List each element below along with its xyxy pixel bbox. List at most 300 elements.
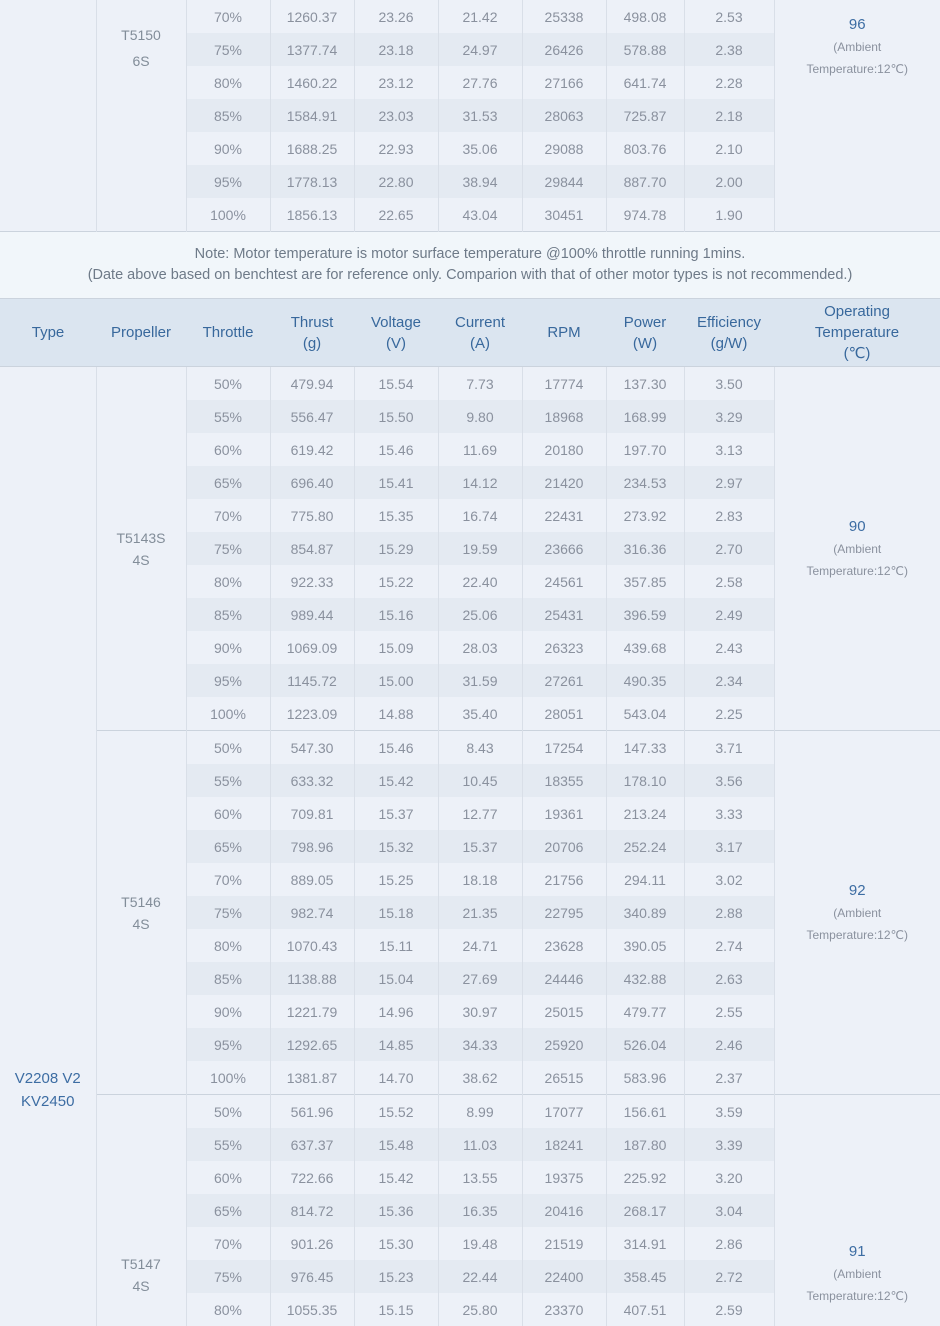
throttle-cell: 55%	[186, 1128, 270, 1161]
value-cell: 2.55	[684, 995, 774, 1028]
value-cell: 23.03	[354, 99, 438, 132]
value-cell: 2.28	[684, 66, 774, 99]
throttle-cell: 70%	[186, 499, 270, 532]
value-cell: 8.99	[438, 1095, 522, 1129]
throttle-cell: 80%	[186, 66, 270, 99]
throttle-cell: 50%	[186, 731, 270, 765]
temperature-note-line: (Ambient	[775, 36, 940, 58]
value-cell: 15.18	[354, 896, 438, 929]
column-header-current	[438, 299, 522, 367]
propeller-cell	[96, 1095, 186, 1326]
value-cell: 31.59	[438, 664, 522, 697]
value-cell: 15.22	[354, 565, 438, 598]
value-cell: 25.06	[438, 598, 522, 631]
value-cell: 976.45	[270, 1260, 354, 1293]
value-cell: 2.38	[684, 33, 774, 66]
value-cell: 21756	[522, 863, 606, 896]
value-cell: 2.97	[684, 466, 774, 499]
text-line: (g/W)	[684, 333, 774, 354]
value-cell: 390.05	[606, 929, 684, 962]
throttle-cell: 75%	[186, 33, 270, 66]
value-cell: 1460.22	[270, 66, 354, 99]
value-cell: 15.00	[354, 664, 438, 697]
value-cell: 11.03	[438, 1128, 522, 1161]
propeller-cell	[96, 0, 186, 232]
value-cell: 556.47	[270, 400, 354, 433]
value-cell: 1.90	[684, 198, 774, 232]
throttle-cell: 80%	[186, 1293, 270, 1326]
value-cell: 28051	[522, 697, 606, 731]
value-cell: 641.74	[606, 66, 684, 99]
value-cell: 2.34	[684, 664, 774, 697]
value-cell: 22.44	[438, 1260, 522, 1293]
value-cell: 38.62	[438, 1061, 522, 1095]
value-cell: 3.04	[684, 1194, 774, 1227]
value-cell: 35.40	[438, 697, 522, 731]
value-cell: 27.69	[438, 962, 522, 995]
value-cell: 14.70	[354, 1061, 438, 1095]
value-cell: 26426	[522, 33, 606, 66]
value-cell: 16.35	[438, 1194, 522, 1227]
column-header-voltage	[354, 299, 438, 367]
value-cell: 252.24	[606, 830, 684, 863]
value-cell: 28063	[522, 99, 606, 132]
value-cell: 814.72	[270, 1194, 354, 1227]
value-cell: 974.78	[606, 198, 684, 232]
text-line: Current	[438, 312, 522, 333]
value-cell: 2.49	[684, 598, 774, 631]
value-cell: 407.51	[606, 1293, 684, 1326]
value-cell: 21519	[522, 1227, 606, 1260]
value-cell: 24.71	[438, 929, 522, 962]
value-cell: 15.09	[354, 631, 438, 664]
text-line: (V)	[354, 333, 438, 354]
value-cell: 15.30	[354, 1227, 438, 1260]
value-cell: 17774	[522, 367, 606, 401]
value-cell: 15.11	[354, 929, 438, 962]
column-header-propeller	[96, 299, 186, 367]
value-cell: 15.42	[354, 764, 438, 797]
value-cell: 1055.35	[270, 1293, 354, 1326]
value-cell: 25.80	[438, 1293, 522, 1326]
temperature-note-line: (Ambient	[775, 1263, 940, 1285]
value-cell: 22.80	[354, 165, 438, 198]
text-line: Thrust	[270, 312, 354, 333]
text-line: 6S	[97, 48, 186, 74]
value-cell: 543.04	[606, 697, 684, 731]
throttle-cell: 80%	[186, 929, 270, 962]
value-cell: 17077	[522, 1095, 606, 1129]
throttle-cell: 85%	[186, 962, 270, 995]
value-cell: 15.54	[354, 367, 438, 401]
value-cell: 30.97	[438, 995, 522, 1028]
text-line: T5150	[97, 22, 186, 48]
value-cell: 15.37	[354, 797, 438, 830]
motor-type-label	[0, 367, 96, 1113]
value-cell: 15.16	[354, 598, 438, 631]
throttle-cell: 90%	[186, 132, 270, 165]
value-cell: 2.72	[684, 1260, 774, 1293]
note-section	[0, 232, 940, 299]
throttle-cell: 70%	[186, 1227, 270, 1260]
value-cell: 479.77	[606, 995, 684, 1028]
type-cell-empty	[0, 0, 96, 232]
operating-temperature-cell	[774, 367, 940, 731]
value-cell: 775.80	[270, 499, 354, 532]
text-line: T5143S	[97, 527, 186, 549]
operating-temperature-cell	[774, 731, 940, 1095]
column-header-thrust	[270, 299, 354, 367]
value-cell: 168.99	[606, 400, 684, 433]
throttle-cell: 70%	[186, 0, 270, 33]
value-cell: 547.30	[270, 731, 354, 765]
value-cell: 29088	[522, 132, 606, 165]
temperature-note-line: Temperature:12℃)	[775, 924, 940, 946]
value-cell: 19.59	[438, 532, 522, 565]
note-line-2: (Date above based on benchtest are for reference only. Comparion with that of other motor types is not recommended.)	[0, 265, 940, 286]
value-cell: 3.13	[684, 433, 774, 466]
value-cell: 31.53	[438, 99, 522, 132]
value-cell: 20180	[522, 433, 606, 466]
throttle-cell: 100%	[186, 198, 270, 232]
value-cell: 561.96	[270, 1095, 354, 1129]
value-cell: 2.74	[684, 929, 774, 962]
throttle-cell: 65%	[186, 1194, 270, 1227]
value-cell: 889.05	[270, 863, 354, 896]
throttle-cell: 100%	[186, 697, 270, 731]
value-cell: 314.91	[606, 1227, 684, 1260]
text-line: (g)	[270, 333, 354, 354]
value-cell: 21.35	[438, 896, 522, 929]
value-cell: 234.53	[606, 466, 684, 499]
value-cell: 15.15	[354, 1293, 438, 1326]
value-cell: 887.70	[606, 165, 684, 198]
throttle-cell: 75%	[186, 896, 270, 929]
value-cell: 35.06	[438, 132, 522, 165]
value-cell: 1223.09	[270, 697, 354, 731]
value-cell: 15.52	[354, 1095, 438, 1129]
value-cell: 34.33	[438, 1028, 522, 1061]
value-cell: 268.17	[606, 1194, 684, 1227]
note-row	[0, 232, 940, 299]
throttle-cell: 70%	[186, 863, 270, 896]
text-line: Voltage	[354, 312, 438, 333]
value-cell: 22.93	[354, 132, 438, 165]
text-line: 4S	[97, 913, 186, 935]
value-cell: 1070.43	[270, 929, 354, 962]
temperature-value: 90	[775, 516, 940, 538]
value-cell: 3.39	[684, 1128, 774, 1161]
throttle-cell: 50%	[186, 367, 270, 401]
value-cell: 13.55	[438, 1161, 522, 1194]
value-cell: 1260.37	[270, 0, 354, 33]
value-cell: 21420	[522, 466, 606, 499]
value-cell: 15.42	[354, 1161, 438, 1194]
throttle-cell: 60%	[186, 1161, 270, 1194]
operating-temperature-cell	[774, 0, 940, 232]
text-line: 4S	[97, 549, 186, 571]
value-cell: 14.12	[438, 466, 522, 499]
operating-temperature-cell	[774, 1095, 940, 1326]
value-cell: 637.37	[270, 1128, 354, 1161]
throttle-cell: 90%	[186, 631, 270, 664]
table-note	[0, 232, 940, 299]
value-cell: 15.46	[354, 433, 438, 466]
value-cell: 1688.25	[270, 132, 354, 165]
throttle-cell: 95%	[186, 165, 270, 198]
temperature-note-line: Temperature:12℃)	[775, 560, 940, 582]
value-cell: 989.44	[270, 598, 354, 631]
value-cell: 3.33	[684, 797, 774, 830]
value-cell: 43.04	[438, 198, 522, 232]
throttle-cell: 85%	[186, 598, 270, 631]
value-cell: 14.85	[354, 1028, 438, 1061]
throttle-cell: 60%	[186, 797, 270, 830]
temperature-value: 92	[775, 880, 940, 902]
throttle-cell: 100%	[186, 1061, 270, 1095]
value-cell: 3.17	[684, 830, 774, 863]
text-line: V2208 V2	[0, 1067, 96, 1090]
main-table-body	[0, 367, 940, 1326]
text-line: T5146	[97, 891, 186, 913]
value-cell: 156.61	[606, 1095, 684, 1129]
value-cell: 2.88	[684, 896, 774, 929]
value-cell: 3.71	[684, 731, 774, 765]
column-header-efficiency	[684, 299, 774, 367]
throttle-cell: 80%	[186, 565, 270, 598]
value-cell: 26323	[522, 631, 606, 664]
value-cell: 2.58	[684, 565, 774, 598]
value-cell: 578.88	[606, 33, 684, 66]
value-cell: 2.18	[684, 99, 774, 132]
value-cell: 15.41	[354, 466, 438, 499]
value-cell: 490.35	[606, 664, 684, 697]
value-cell: 1292.65	[270, 1028, 354, 1061]
throttle-cell: 75%	[186, 532, 270, 565]
throttle-cell: 60%	[186, 433, 270, 466]
value-cell: 3.02	[684, 863, 774, 896]
temperature-note-line: Temperature:12℃)	[775, 1285, 940, 1307]
value-cell: 11.69	[438, 433, 522, 466]
column-header-power	[606, 299, 684, 367]
value-cell: 19375	[522, 1161, 606, 1194]
value-cell: 1856.13	[270, 198, 354, 232]
value-cell: 21.42	[438, 0, 522, 33]
text-line: Efficiency	[684, 312, 774, 333]
value-cell: 1145.72	[270, 664, 354, 697]
throttle-cell: 65%	[186, 830, 270, 863]
value-cell: 2.70	[684, 532, 774, 565]
value-cell: 15.04	[354, 962, 438, 995]
value-cell: 15.48	[354, 1128, 438, 1161]
propeller-cell	[96, 367, 186, 731]
value-cell: 213.24	[606, 797, 684, 830]
value-cell: 273.92	[606, 499, 684, 532]
throttle-cell: 55%	[186, 400, 270, 433]
value-cell: 854.87	[270, 532, 354, 565]
value-cell: 16.74	[438, 499, 522, 532]
value-cell: 432.88	[606, 962, 684, 995]
value-cell: 24.97	[438, 33, 522, 66]
table-header-row	[0, 299, 940, 367]
value-cell: 23370	[522, 1293, 606, 1326]
value-cell: 147.33	[606, 731, 684, 765]
value-cell: 901.26	[270, 1227, 354, 1260]
value-cell: 23666	[522, 532, 606, 565]
value-cell: 22795	[522, 896, 606, 929]
throttle-cell: 50%	[186, 1095, 270, 1129]
throttle-cell: 65%	[186, 466, 270, 499]
value-cell: 982.74	[270, 896, 354, 929]
value-cell: 1778.13	[270, 165, 354, 198]
value-cell: 15.32	[354, 830, 438, 863]
value-cell: 709.81	[270, 797, 354, 830]
throttle-cell: 55%	[186, 764, 270, 797]
value-cell: 1221.79	[270, 995, 354, 1028]
value-cell: 696.40	[270, 466, 354, 499]
throttle-cell: 90%	[186, 995, 270, 1028]
value-cell: 22400	[522, 1260, 606, 1293]
value-cell: 20706	[522, 830, 606, 863]
text-line: (A)	[438, 333, 522, 354]
throttle-cell: 75%	[186, 1260, 270, 1293]
value-cell: 725.87	[606, 99, 684, 132]
note-line-1: Note: Motor temperature is motor surface temperature @100% throttle running 1mins.	[0, 244, 940, 265]
text-line: KV2450	[0, 1090, 96, 1113]
value-cell: 20416	[522, 1194, 606, 1227]
value-cell: 23.12	[354, 66, 438, 99]
value-cell: 3.56	[684, 764, 774, 797]
value-cell: 38.94	[438, 165, 522, 198]
value-cell: 340.89	[606, 896, 684, 929]
value-cell: 1377.74	[270, 33, 354, 66]
value-cell: 27.76	[438, 66, 522, 99]
value-cell: 15.37	[438, 830, 522, 863]
value-cell: 15.50	[354, 400, 438, 433]
value-cell: 178.10	[606, 764, 684, 797]
temperature-note-line: Temperature:12℃)	[775, 58, 940, 80]
value-cell: 22431	[522, 499, 606, 532]
table-row	[0, 1095, 940, 1129]
value-cell: 12.77	[438, 797, 522, 830]
value-cell: 23.26	[354, 0, 438, 33]
value-cell: 798.96	[270, 830, 354, 863]
value-cell: 498.08	[606, 0, 684, 33]
value-cell: 187.80	[606, 1128, 684, 1161]
text-line: Power	[606, 312, 684, 333]
value-cell: 25920	[522, 1028, 606, 1061]
text-line: 4S	[97, 1275, 186, 1297]
column-header-throttle	[186, 299, 270, 367]
value-cell: 526.04	[606, 1028, 684, 1061]
value-cell: 294.11	[606, 863, 684, 896]
value-cell: 439.68	[606, 631, 684, 664]
value-cell: 1069.09	[270, 631, 354, 664]
value-cell: 23.18	[354, 33, 438, 66]
value-cell: 29844	[522, 165, 606, 198]
value-cell: 18.18	[438, 863, 522, 896]
value-cell: 2.00	[684, 165, 774, 198]
value-cell: 17254	[522, 731, 606, 765]
value-cell: 137.30	[606, 367, 684, 401]
value-cell: 27166	[522, 66, 606, 99]
value-cell: 7.73	[438, 367, 522, 401]
type-cell	[0, 367, 96, 1326]
value-cell: 2.86	[684, 1227, 774, 1260]
value-cell: 15.23	[354, 1260, 438, 1293]
header-section	[0, 299, 940, 367]
value-cell: 30451	[522, 198, 606, 232]
value-cell: 619.42	[270, 433, 354, 466]
value-cell: 25431	[522, 598, 606, 631]
value-cell: 3.20	[684, 1161, 774, 1194]
value-cell: 2.37	[684, 1061, 774, 1095]
value-cell: 316.36	[606, 532, 684, 565]
value-cell: 396.59	[606, 598, 684, 631]
value-cell: 2.10	[684, 132, 774, 165]
value-cell: 10.45	[438, 764, 522, 797]
text-line: (W)	[606, 333, 684, 354]
value-cell: 803.76	[606, 132, 684, 165]
value-cell: 722.66	[270, 1161, 354, 1194]
value-cell: 479.94	[270, 367, 354, 401]
value-cell: 1138.88	[270, 962, 354, 995]
value-cell: 583.96	[606, 1061, 684, 1095]
value-cell: 14.96	[354, 995, 438, 1028]
value-cell: 25338	[522, 0, 606, 33]
value-cell: 15.25	[354, 863, 438, 896]
value-cell: 24446	[522, 962, 606, 995]
value-cell: 633.32	[270, 764, 354, 797]
table-row	[0, 731, 940, 765]
temperature-note-line: (Ambient	[775, 902, 940, 924]
value-cell: 15.35	[354, 499, 438, 532]
value-cell: 18968	[522, 400, 606, 433]
text-line: Throttle	[186, 322, 270, 343]
text-line: Temperature	[774, 322, 940, 343]
value-cell: 1381.87	[270, 1061, 354, 1095]
value-cell: 2.59	[684, 1293, 774, 1326]
value-cell: 14.88	[354, 697, 438, 731]
value-cell: 197.70	[606, 433, 684, 466]
value-cell: 9.80	[438, 400, 522, 433]
value-cell: 19361	[522, 797, 606, 830]
column-header-operating-temperature	[774, 299, 940, 367]
value-cell: 28.03	[438, 631, 522, 664]
value-cell: 18241	[522, 1128, 606, 1161]
throttle-cell: 85%	[186, 99, 270, 132]
propeller-cell	[96, 731, 186, 1095]
value-cell: 25015	[522, 995, 606, 1028]
table-row	[0, 0, 940, 33]
text-line: (℃)	[774, 343, 940, 364]
value-cell: 27261	[522, 664, 606, 697]
value-cell: 18355	[522, 764, 606, 797]
value-cell: 1584.91	[270, 99, 354, 132]
throttle-cell: 95%	[186, 664, 270, 697]
value-cell: 225.92	[606, 1161, 684, 1194]
top-table-fragment	[0, 0, 940, 232]
value-cell: 15.29	[354, 532, 438, 565]
value-cell: 22.65	[354, 198, 438, 232]
value-cell: 26515	[522, 1061, 606, 1095]
value-cell: 19.48	[438, 1227, 522, 1260]
value-cell: 2.46	[684, 1028, 774, 1061]
temperature-value: 96	[775, 14, 940, 36]
value-cell: 358.45	[606, 1260, 684, 1293]
value-cell: 922.33	[270, 565, 354, 598]
value-cell: 2.43	[684, 631, 774, 664]
